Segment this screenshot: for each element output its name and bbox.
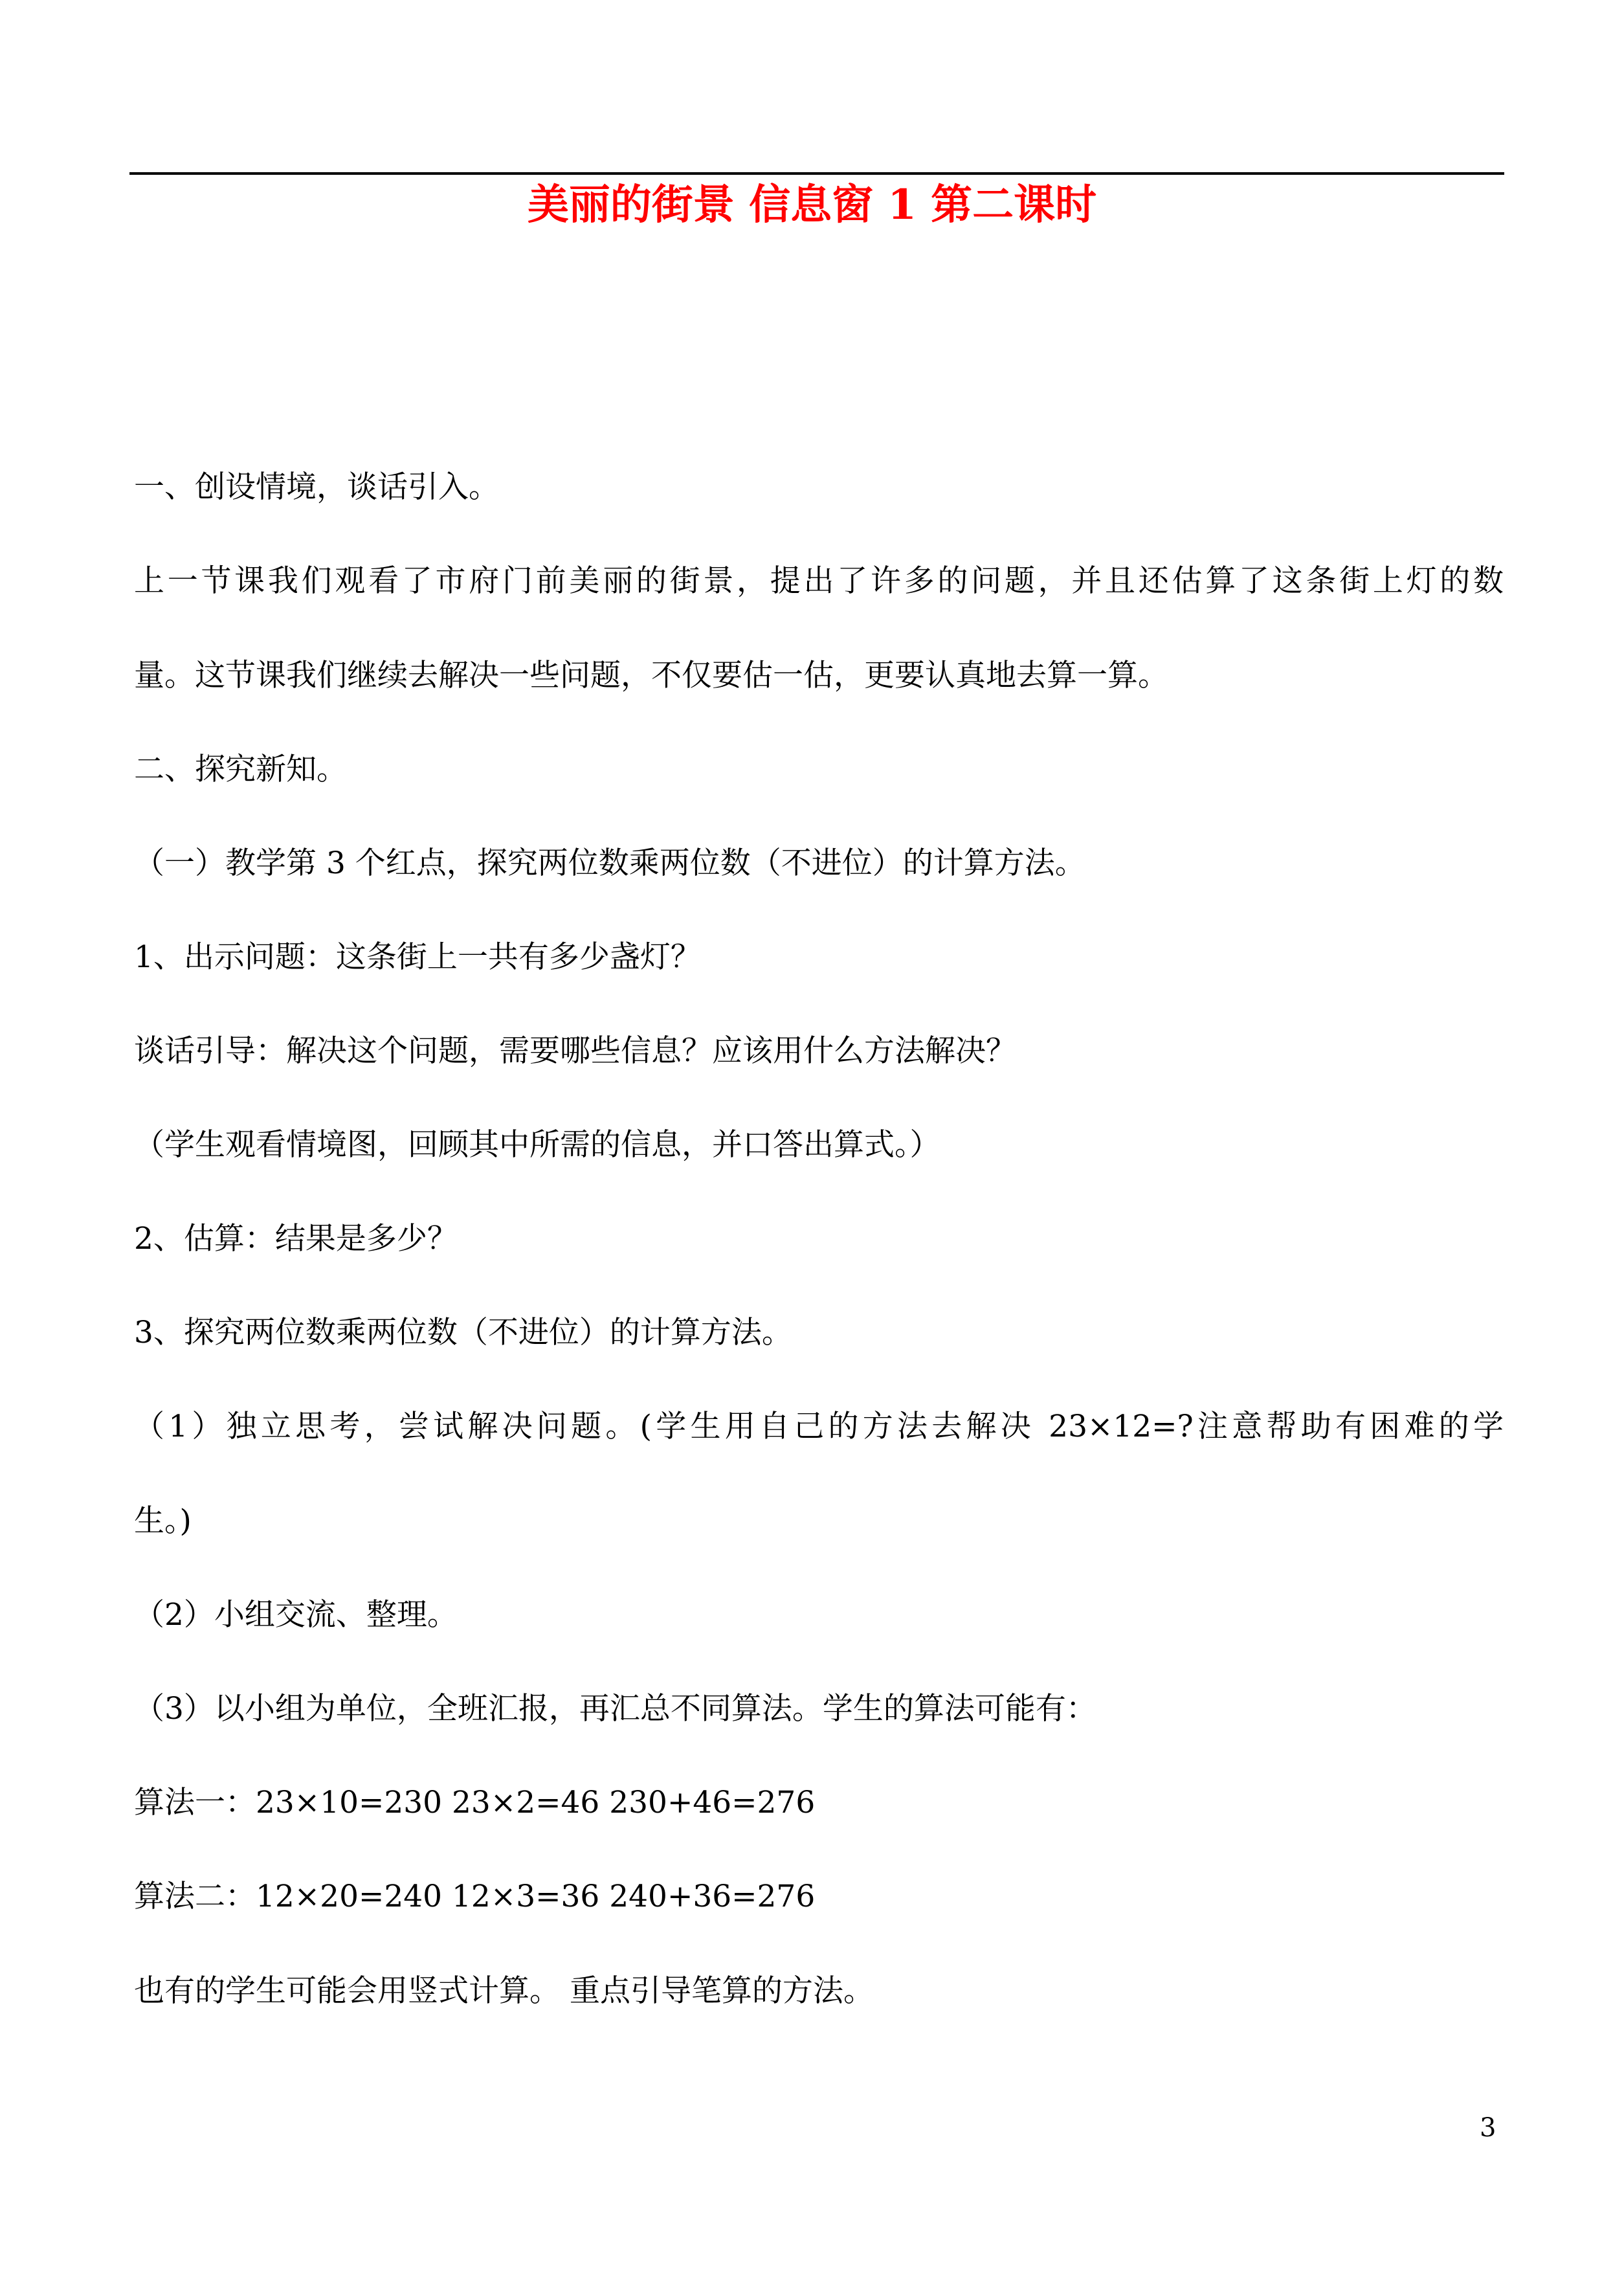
subsection-heading: （一）教学第 3 个红点，探究两位数乘两位数（不进位）的计算方法。 — [134, 845, 1085, 881]
step-item: 3、探究两位数乘两位数（不进位）的计算方法。 — [134, 1315, 792, 1350]
paragraph-line: 也有的学生可能会用竖式计算。 重点引导笔算的方法。 — [134, 1973, 874, 2009]
section-heading-2: 二、探究新知。 — [134, 752, 347, 787]
step-item: （2）小组交流、整理。 — [134, 1597, 458, 1633]
page-number: 3 — [1480, 2113, 1496, 2143]
paragraph-line: 谈话引导：解决这个问题，需要哪些信息？应该用什么方法解决？ — [134, 1033, 1016, 1069]
section-heading-1: 一、创设情境，谈话引入。 — [134, 469, 499, 505]
step-item: 1、出示问题：这条街上一共有多少盏灯？ — [134, 939, 701, 975]
step-item: 2、估算：结果是多少？ — [134, 1221, 458, 1257]
step-item: （3）以小组为单位，全班汇报，再汇总不同算法。学生的算法可能有： — [134, 1691, 1096, 1727]
paragraph-line: 上一节课我们观看了市府门前美丽的街景，提出了许多的问题，并且还估算了这条街上灯的数 — [134, 563, 1504, 599]
paragraph-line: （学生观看情境图，回顾其中所需的信息，并口答出算式。） — [134, 1127, 940, 1163]
paragraph-line: （1）独立思考，尝试解决问题。(学生用自己的方法去解决 23×12=?注意帮助有困难的学 — [134, 1409, 1504, 1444]
document-title: 美丽的街景 信息窗 1 第二课时 — [527, 181, 1097, 229]
paragraph-line: 生。) — [134, 1503, 192, 1539]
method-line: 算法一：23×10=230 23×2=46 230+46=276 — [134, 1785, 816, 1820]
header-rule — [129, 172, 1504, 175]
method-line: 算法二：12×20=240 12×3=36 240+36=276 — [134, 1879, 816, 1914]
paragraph-line: 量。这节课我们继续去解决一些问题，不仅要估一估，更要认真地去算一算。 — [134, 658, 1168, 693]
